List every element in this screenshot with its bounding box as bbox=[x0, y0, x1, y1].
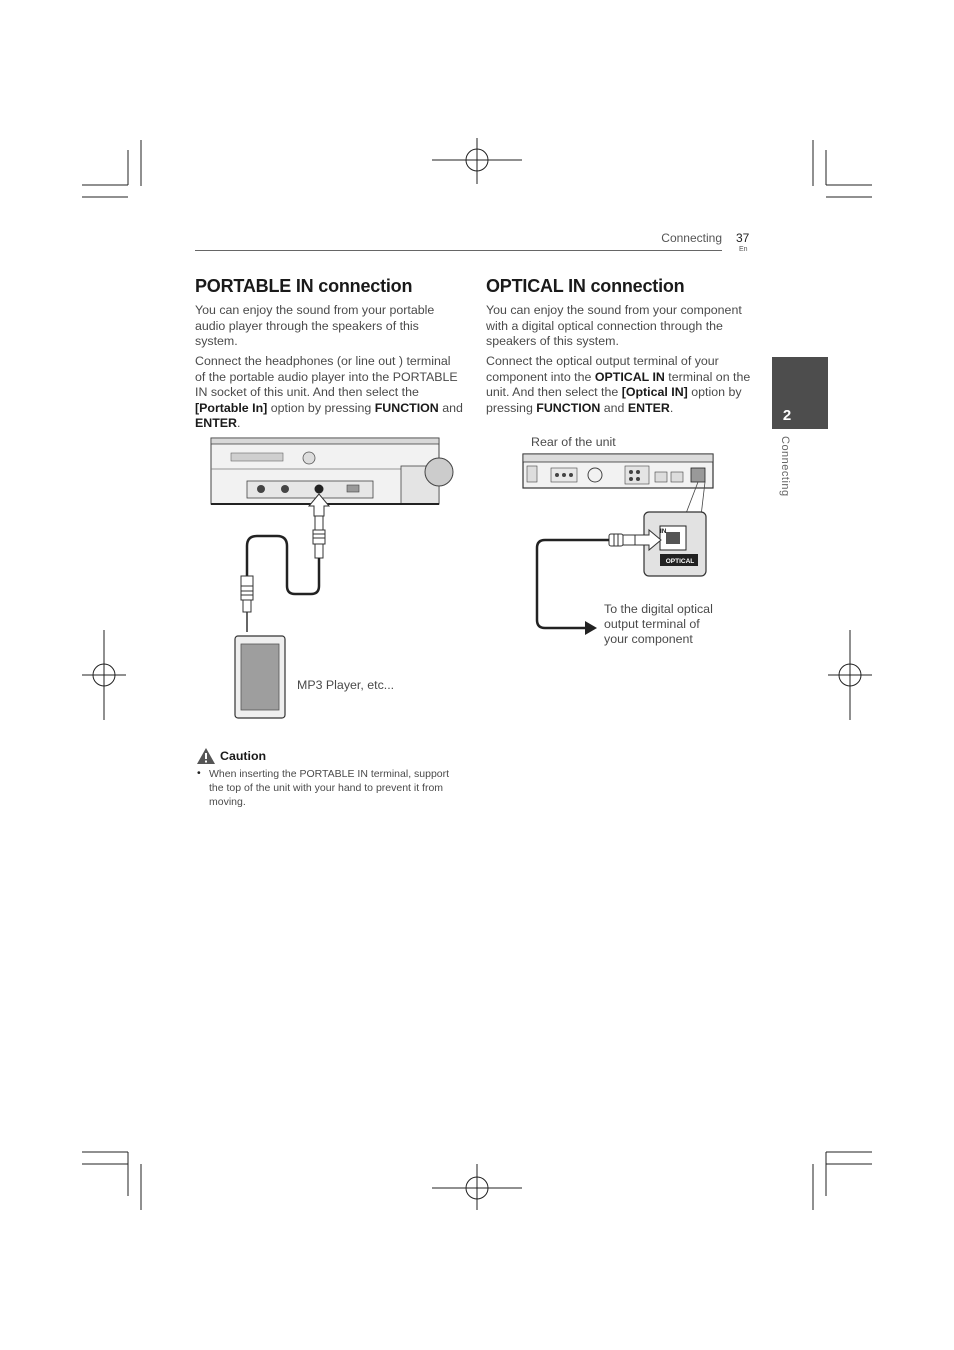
optical-output-label-line3: your component bbox=[604, 632, 693, 646]
unit-rear-panel bbox=[523, 454, 713, 488]
unit-front-panel bbox=[211, 438, 453, 504]
caution-title: Caution bbox=[220, 749, 267, 763]
portable-instructions: Connect the headphones (or line out ) terminal of the portable audio player into the PORTABLE IN socket of this unit. And then select the [Portable In] option by pressing FUNCTION and ENTER. bbox=[195, 354, 463, 430]
caution-text: When inserting the PORTABLE IN terminal, support the top of the unit with your hand to prevent it from moving. bbox=[209, 768, 450, 808]
optical-instructions: Connect the optical output terminal of your component into the OPTICAL IN terminal on the unit. And then select the [Optical IN] option by pressing FUNCTION and ENTER. bbox=[486, 354, 751, 415]
portable-intro: You can enjoy the sound from your portable audio player through the speakers of this system. bbox=[195, 303, 435, 348]
optical-output-label-line1: To the digital optical bbox=[604, 602, 713, 616]
chapter-number: 2 bbox=[782, 407, 792, 424]
jack-optical-label: OPTICAL bbox=[665, 558, 695, 565]
chapter-label: Connecting bbox=[779, 436, 791, 497]
mp3-player-icon bbox=[235, 636, 285, 718]
jack-in-label: IN bbox=[660, 528, 667, 535]
header-section-title: Connecting bbox=[661, 231, 722, 245]
rear-of-unit-label: Rear of the unit bbox=[531, 435, 616, 449]
caution-bullet: • bbox=[197, 767, 201, 779]
optical-heading: OPTICAL IN connection bbox=[486, 276, 685, 296]
header-rule bbox=[195, 250, 722, 251]
page-language: En bbox=[739, 246, 748, 253]
optical-intro: You can enjoy the sound from your component with a digital optical connection through the speakers of this system. bbox=[486, 303, 742, 348]
mp3-player-label: MP3 Player, etc... bbox=[297, 678, 395, 692]
optical-output-label-line2: output terminal of bbox=[604, 617, 700, 631]
portable-heading: PORTABLE IN connection bbox=[195, 276, 413, 296]
caution-icon bbox=[196, 747, 216, 765]
page-number: 37 bbox=[736, 231, 750, 245]
